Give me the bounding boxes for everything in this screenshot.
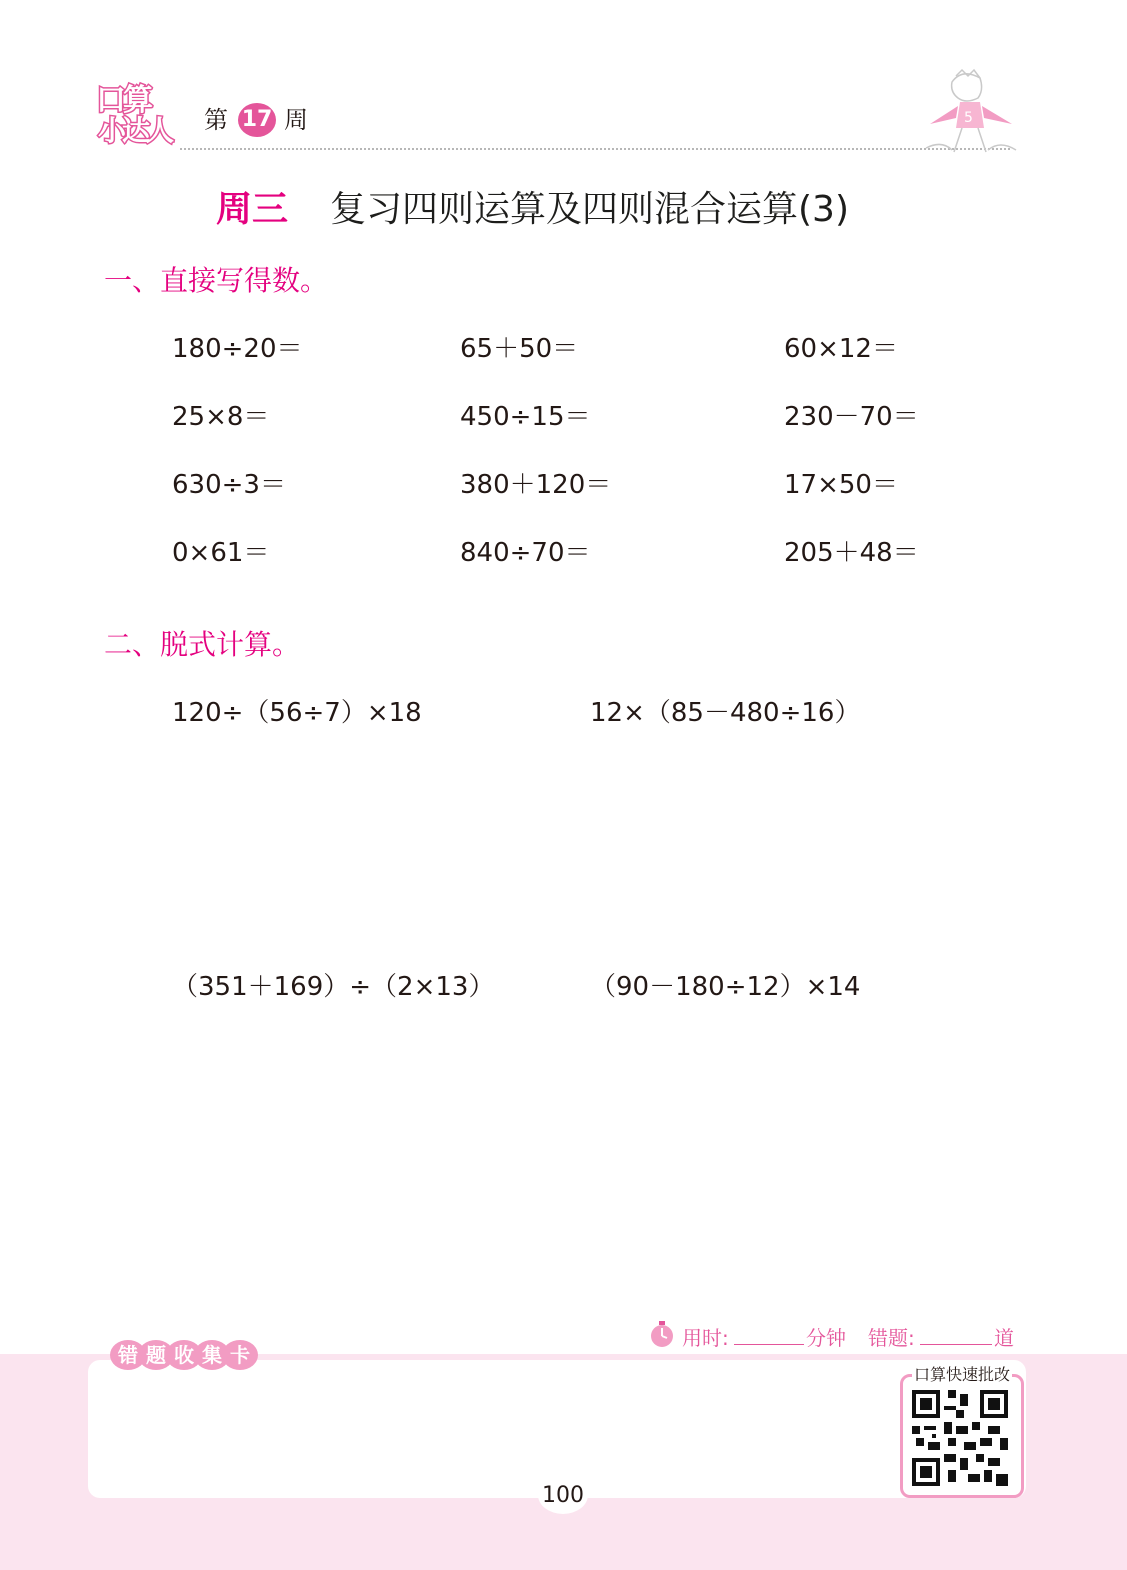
oral-problem: 630÷3＝ xyxy=(172,470,286,500)
logo-line1: 口算 xyxy=(96,83,150,118)
minute-unit: 分钟 xyxy=(806,1326,846,1350)
oral-problem: 380＋120＝ xyxy=(460,470,612,500)
card-label-char: 集 xyxy=(194,1340,230,1370)
oral-problem: 205＋48＝ xyxy=(784,538,919,568)
errors-blank[interactable] xyxy=(920,1344,992,1345)
oral-problem: 60×12＝ xyxy=(784,334,898,364)
brand-logo xyxy=(96,84,180,150)
page-number: 100 xyxy=(538,1476,588,1514)
week-number-badge: 17 xyxy=(238,103,276,137)
oral-problem: 17×50＝ xyxy=(784,470,898,500)
qr-code-icon[interactable] xyxy=(912,1390,1008,1486)
qr-caption: 口算快速批改 xyxy=(912,1362,1012,1385)
card-label-char: 卡 xyxy=(222,1340,258,1370)
stopwatch-icon xyxy=(648,1320,676,1348)
step-problem: （351＋169）÷（2×13） xyxy=(172,972,495,1002)
title-day: 周三 xyxy=(216,189,289,230)
step-problem: 120÷（56÷7）×18 xyxy=(172,698,422,728)
svg-text:5: 5 xyxy=(964,110,973,126)
oral-problem: 450÷15＝ xyxy=(460,402,591,432)
title-topic: 复习四则运算及四则混合运算(3) xyxy=(330,189,849,230)
errors-unit: 道 xyxy=(994,1326,1014,1350)
oral-problem: 180÷20＝ xyxy=(172,334,303,364)
card-label-char: 错 xyxy=(110,1340,146,1370)
week-suffix: 周 xyxy=(284,106,308,134)
errors-label: 错题: xyxy=(868,1326,915,1350)
card-label-char: 题 xyxy=(138,1340,174,1370)
time-blank[interactable] xyxy=(734,1344,804,1345)
oral-problem: 230－70＝ xyxy=(784,402,919,432)
oral-problem: 65＋50＝ xyxy=(460,334,579,364)
section2-heading: 二、脱式计算。 xyxy=(104,628,301,661)
time-label: 用时: xyxy=(682,1326,729,1350)
step-problem: 12×（85－480÷16） xyxy=(590,698,861,728)
mascot-illustration xyxy=(922,68,1018,160)
header-divider xyxy=(180,148,1010,150)
step-problem: （90－180÷12）×14 xyxy=(590,972,861,1002)
page-title xyxy=(216,186,849,234)
oral-problem: 25×8＝ xyxy=(172,402,270,432)
oral-problem: 0×61＝ xyxy=(172,538,270,568)
oral-problem: 840÷70＝ xyxy=(460,538,591,568)
card-label-char: 收 xyxy=(166,1340,202,1370)
week-prefix: 第 xyxy=(204,106,228,134)
logo-line2: 小达人 xyxy=(98,114,171,147)
section1-heading: 一、直接写得数。 xyxy=(104,264,329,297)
